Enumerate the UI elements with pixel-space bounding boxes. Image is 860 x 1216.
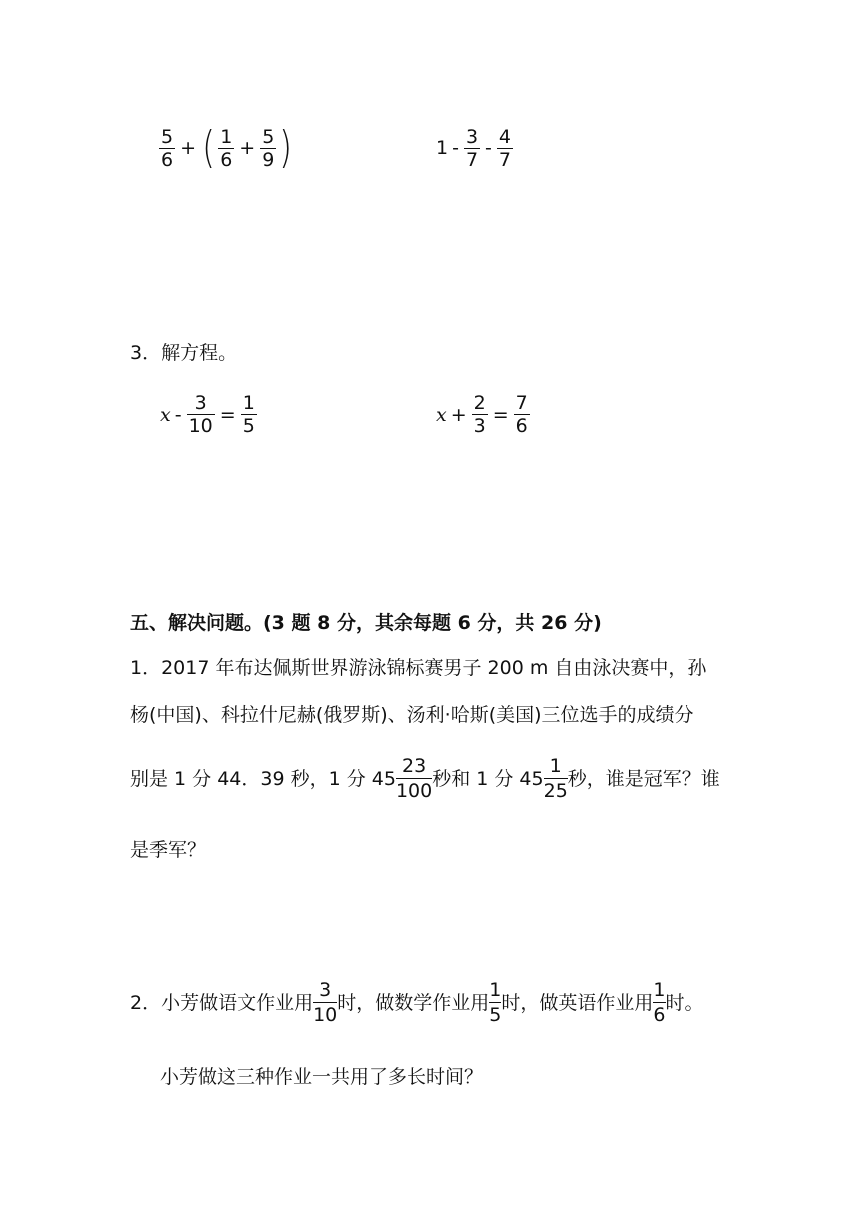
fraction: $\frac{4}{7}$ xyxy=(498,125,511,171)
fraction: $\frac{1}{5}$ xyxy=(242,392,255,437)
minus-sign: - xyxy=(485,137,492,159)
text-segment: 时，做英语作业用 xyxy=(501,991,654,1014)
fraction: $\frac{3}{10}$ xyxy=(313,979,338,1026)
question-3-title: 3．解方程。 xyxy=(130,342,238,364)
text-segment: 别是 1 分 44．39 秒，1 分 45 xyxy=(130,767,396,790)
problem-2-line-1 xyxy=(130,978,704,1027)
problem-1-line-1: 1．2017 年布达佩斯世界游泳锦标赛男子 200 m 自由泳决赛中，孙 xyxy=(130,657,707,679)
text-segment: 秒，谁是冠军？谁 xyxy=(567,767,720,790)
problem-2-line-2: 小芳做这三种作业一共用了多长时间？ xyxy=(160,1066,484,1088)
text-segment: 2．小芳做语文作业用 xyxy=(130,991,314,1014)
fraction: $\frac{5}{9}$ xyxy=(262,125,275,171)
text-segment: 时，做数学作业用 xyxy=(337,991,490,1014)
text-segment: 时。 xyxy=(665,991,704,1014)
problem-1-line-4: 是季军？ xyxy=(130,839,207,861)
variable: x xyxy=(436,403,447,426)
minus-sign: - xyxy=(174,403,182,426)
section-5-heading: 五、解决问题。(3 题 8 分，其余每题 6 分，共 26 分) xyxy=(130,612,602,634)
fraction: $\frac{23}{100}$ xyxy=(395,755,433,802)
equals-sign: = xyxy=(492,403,509,426)
equals-sign: = xyxy=(219,403,236,426)
problem-1-line-2: 杨(中国)、科拉什尼赫(俄罗斯)、汤利·哈斯(美国)三位选手的成绩分 xyxy=(130,704,694,726)
fraction: $\frac{1}{5}$ xyxy=(489,979,502,1026)
equation-1 xyxy=(160,392,258,437)
equation-2 xyxy=(436,392,531,437)
variable: x xyxy=(160,403,171,426)
fraction: $\frac{3}{10}$ xyxy=(188,392,213,437)
text-segment: 秒和 1 分 45 xyxy=(432,767,544,790)
minus-sign: - xyxy=(452,137,459,159)
right-paren: ) xyxy=(279,122,293,173)
plus-sign: + xyxy=(239,137,256,159)
problem-1-line-3 xyxy=(130,754,720,803)
plus-sign: + xyxy=(180,137,197,159)
plus-sign: + xyxy=(450,403,467,426)
expression-1 xyxy=(158,120,294,176)
fraction: $\frac{1}{6}$ xyxy=(653,979,666,1026)
expression-2 xyxy=(436,120,514,176)
fraction: $\frac{5}{6}$ xyxy=(161,125,174,171)
fraction: $\frac{1}{25}$ xyxy=(543,755,568,802)
number: 1 xyxy=(436,137,449,159)
fraction: $\frac{2}{3}$ xyxy=(473,392,486,437)
fraction: $\frac{3}{7}$ xyxy=(465,125,479,171)
fraction: $\frac{7}{6}$ xyxy=(515,392,528,437)
fraction: $\frac{1}{6}$ xyxy=(220,125,233,171)
left-paren: ( xyxy=(202,122,216,173)
